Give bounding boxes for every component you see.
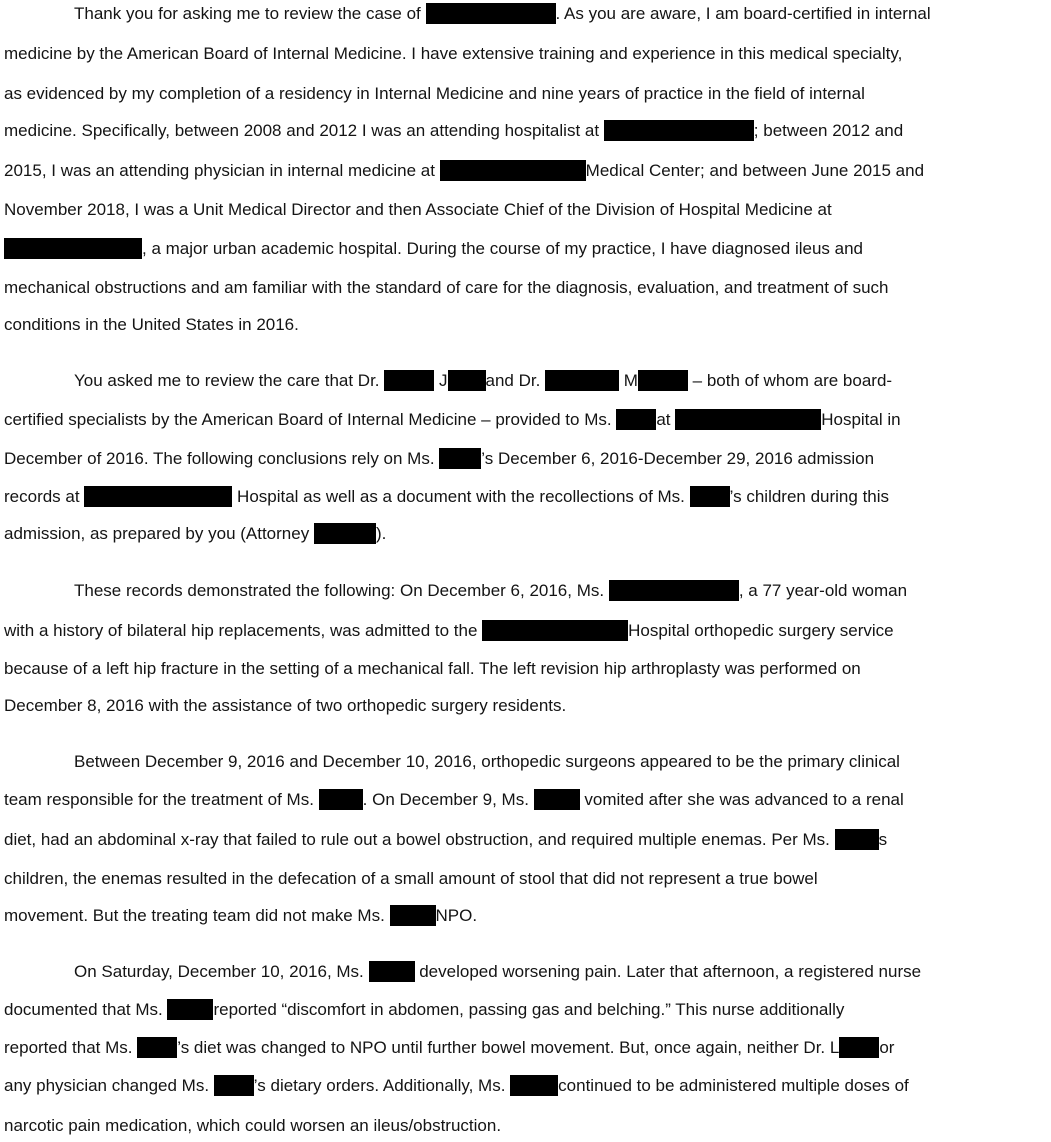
redaction-bar [369, 961, 415, 982]
text: , a 77 year-old woman [738, 581, 908, 600]
redaction-bar [534, 789, 580, 810]
redaction-bar [390, 905, 436, 926]
text: December 8, 2016 with the assistance of two orthopedic surgery residents. [4, 696, 567, 715]
text: documented that Ms. [4, 1000, 168, 1019]
text: at [656, 410, 676, 429]
text: movement. But the treating team did not make Ms. [4, 906, 390, 925]
text: ; between 2012 and [753, 121, 904, 140]
text: s [878, 830, 888, 849]
paragraph-4-line-3 [4, 827, 887, 853]
paragraph-1-line-4 [4, 118, 903, 144]
paragraph-4-line-2 [4, 787, 904, 813]
text: because of a left hip fracture in the setting of a mechanical fall. The left revision hip arthroplasty was performed on [4, 659, 861, 678]
text: admission, as prepared by you (Attorney [4, 524, 314, 543]
text: medicine by the American Board of Internal Medicine. I have extensive training and experience in this medical specialty, [4, 44, 903, 63]
paragraph-3-line-4 [4, 693, 566, 719]
text: These records demonstrated the following: On December 6, 2016, Ms. [74, 581, 609, 600]
text: Hospital in [821, 410, 901, 429]
paragraph-5-line-5 [4, 1113, 501, 1139]
redaction-bar [609, 580, 739, 601]
text: December of 2016. The following conclusions rely on Ms. [4, 449, 440, 468]
redaction-bar [545, 370, 619, 391]
paragraph-4-line-1 [74, 749, 900, 775]
redaction-bar [439, 448, 481, 469]
text: children, the enemas resulted in the defecation of a small amount of stool that did not represent a true bowel [4, 869, 818, 888]
redaction-bar [482, 620, 628, 641]
redaction-bar [510, 1075, 558, 1096]
text: medicine. Specifically, between 2008 and 2012 I was an attending hospitalist at [4, 121, 604, 140]
text: ’s diet was changed to NPO until further bowel movement. But, once again, neither Dr. L [177, 1038, 840, 1057]
text: ). [375, 524, 387, 543]
redaction-bar [214, 1075, 254, 1096]
text: Between December 9, 2016 and December 10, 2016, orthopedic surgeons appeared to be the primary clinical [74, 752, 900, 771]
redaction-bar [384, 370, 434, 391]
paragraph-4-line-5 [4, 903, 477, 929]
text: 2015, I was an attending physician in internal medicine at [4, 161, 440, 180]
text: , a major urban academic hospital. During the course of my practice, I have diagnosed ileus and [142, 239, 864, 258]
text: and Dr. [485, 371, 546, 390]
text: reported that Ms. [4, 1038, 138, 1057]
paragraph-2-line-5 [4, 521, 386, 547]
text: Hospital as well as a document with the recollections of Ms. [232, 487, 690, 506]
paragraph-1-line-5 [4, 158, 924, 184]
redaction-bar [839, 1037, 879, 1058]
paragraph-1-line-9 [4, 312, 299, 338]
text: M [619, 371, 638, 390]
redaction-bar [167, 999, 213, 1020]
paragraph-1-line-1 [74, 1, 931, 27]
text: Hospital orthopedic surgery service [628, 621, 894, 640]
redaction-bar [638, 370, 688, 391]
text: diet, had an abdominal x-ray that failed to rule out a bowel obstruction, and required multiple enemas. Per Ms. [4, 830, 835, 849]
text: ’s children during this [729, 487, 890, 506]
redaction-bar [426, 3, 556, 24]
text: . As you are aware, I am board-certified in internal [555, 4, 931, 23]
text: developed worsening pain. Later that afternoon, a registered nurse [414, 962, 922, 981]
text: You asked me to review the care that Dr. [74, 371, 385, 390]
text: as evidenced by my completion of a residency in Internal Medicine and nine years of practice in the field of internal [4, 84, 865, 103]
text: November 2018, I was a Unit Medical Director and then Associate Chief of the Division of Hospital Medicine at [4, 200, 832, 219]
text: Medical Center; and between June 2015 and [585, 161, 925, 180]
redaction-bar [616, 409, 656, 430]
redaction-bar [835, 829, 879, 850]
text: NPO. [435, 906, 478, 925]
text: reported “discomfort in abdomen, passing gas and belching.” This nurse additionally [213, 1000, 845, 1019]
paragraph-3-line-2 [4, 618, 894, 644]
paragraph-3-line-1 [74, 578, 907, 604]
paragraph-5-line-2 [4, 997, 844, 1023]
paragraph-2-line-4 [4, 484, 889, 510]
text: mechanical obstructions and am familiar with the standard of care for the diagnosis, evaluation, and treatment of such [4, 278, 889, 297]
paragraph-1-line-7 [4, 236, 863, 262]
redaction-bar [137, 1037, 177, 1058]
paragraph-5-line-3 [4, 1035, 894, 1061]
paragraph-3-line-3 [4, 656, 861, 682]
text: ’s December 6, 2016-December 29, 2016 admission [481, 449, 875, 468]
text: or [879, 1038, 895, 1057]
paragraph-4-line-4 [4, 866, 818, 892]
text: records at [4, 487, 85, 506]
text: J [434, 371, 448, 390]
text: On Saturday, December 10, 2016, Ms. [74, 962, 369, 981]
paragraph-2-line-1 [74, 368, 892, 394]
paragraph-1-line-3 [4, 81, 865, 107]
redaction-bar [675, 409, 821, 430]
redaction-bar [440, 160, 586, 181]
text: – both of whom are board- [687, 371, 893, 390]
text: with a history of bilateral hip replacements, was admitted to the [4, 621, 483, 640]
paragraph-5-line-1 [74, 959, 921, 985]
text: ’s dietary orders. Additionally, Ms. [253, 1076, 511, 1095]
paragraph-1-line-8 [4, 275, 888, 301]
text: team responsible for the treatment of Ms. [4, 790, 319, 809]
text: any physician changed Ms. [4, 1076, 214, 1095]
redaction-bar [319, 789, 363, 810]
paragraph-2-line-3 [4, 446, 874, 472]
redaction-bar [448, 370, 486, 391]
redaction-bar [4, 238, 142, 259]
paragraph-1-line-2 [4, 41, 902, 67]
redaction-bar [604, 120, 754, 141]
text: conditions in the United States in 2016. [4, 315, 299, 334]
redaction-bar [314, 523, 376, 544]
redaction-bar [84, 486, 232, 507]
paragraph-5-line-4 [4, 1073, 909, 1099]
text: . On December 9, Ms. [362, 790, 534, 809]
text: Thank you for asking me to review the case of [74, 4, 426, 23]
text: vomited after she was advanced to a renal [579, 790, 904, 809]
paragraph-2-line-2 [4, 407, 901, 433]
redaction-bar [690, 486, 730, 507]
text: narcotic pain medication, which could worsen an ileus/obstruction. [4, 1116, 502, 1135]
text: certified specialists by the American Board of Internal Medicine – provided to Ms. [4, 410, 617, 429]
text: continued to be administered multiple doses of [558, 1076, 909, 1095]
paragraph-1-line-6 [4, 197, 832, 223]
